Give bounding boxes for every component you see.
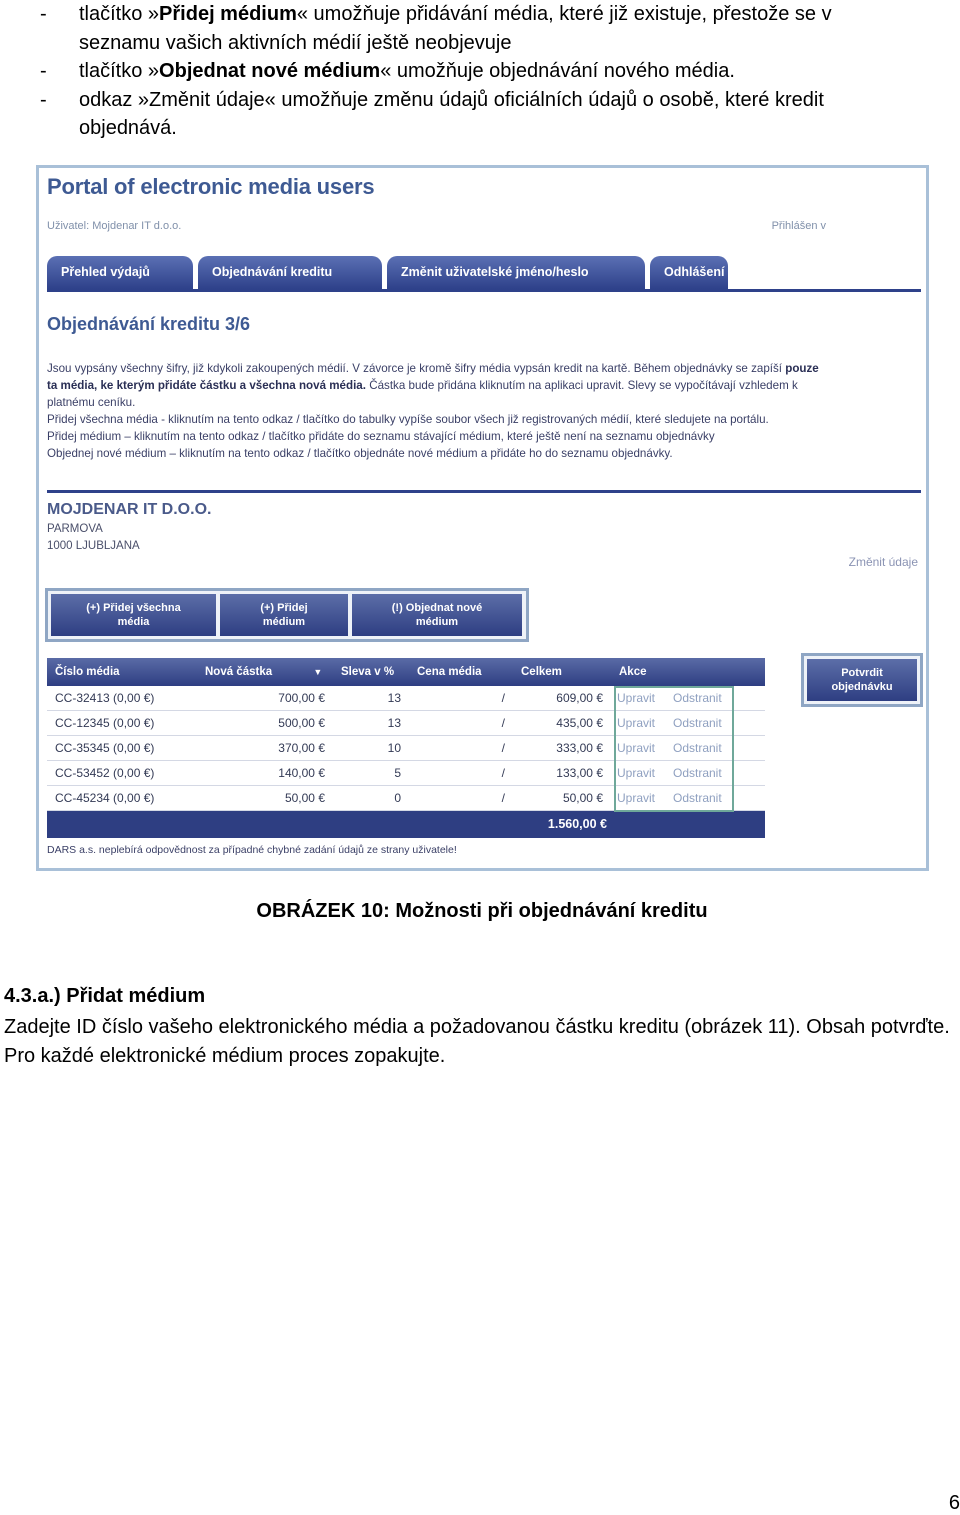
page-number: 6 bbox=[948, 1492, 960, 1514]
edit-link[interactable]: Upravit bbox=[617, 716, 656, 730]
table-cell: 140,00 € bbox=[278, 766, 325, 780]
bullet-item-change-data: - odkaz »Změnit údaje« umožňuje změnu údajů oficiálních údajů o osobě, které kredit objednává. bbox=[40, 86, 940, 143]
table-cell: CC-32413 (0,00 €) bbox=[55, 691, 155, 705]
tab-divider bbox=[47, 289, 921, 292]
table-cell: 13 bbox=[387, 716, 401, 730]
bullet-item-order-new: - tlačítko »Objednat nové médium« umožňuje objednávání nového média. bbox=[40, 57, 940, 86]
table-cell: / bbox=[501, 791, 505, 805]
table-cell: 50,00 € bbox=[284, 791, 325, 805]
remove-link[interactable]: Odstranit bbox=[673, 791, 722, 805]
login-label: Přihlášen v bbox=[771, 220, 826, 232]
table-cell: CC-53452 (0,00 €) bbox=[55, 766, 155, 780]
table-cell: 370,00 € bbox=[278, 741, 325, 755]
table-cell: 0 bbox=[394, 791, 401, 805]
info-line: Objednej nové médium – kliknutím na tento odkaz / tlačítko objednáte nové médium a přidáte ho do seznamu objednávky. bbox=[47, 447, 673, 460]
sort-down-icon: ▼ bbox=[313, 667, 323, 677]
info-line: Přidej médium – kliknutím na tento odkaz / tlačítko přidáte do seznamu stávající médium, které ještě není na seznamu objednávky bbox=[47, 430, 715, 443]
body-paragraph: Zadejte ID číslo vašeho elektronického média a požadovanou částku kreditu (obrázek 11). Obsah potvrďte. Pro každé elektronické médium proces zopakujte. bbox=[4, 1016, 950, 1067]
table-footer bbox=[47, 811, 765, 838]
order-table bbox=[47, 658, 765, 838]
confirm-order-button[interactable]: Potvrdit objednávku bbox=[807, 659, 917, 701]
table-cell: CC-45234 (0,00 €) bbox=[55, 791, 155, 805]
column-header[interactable]: Celkem bbox=[521, 666, 562, 678]
bullet-dash: - bbox=[40, 3, 47, 25]
table-header bbox=[47, 658, 765, 686]
table-cell: 700,00 € bbox=[278, 691, 325, 705]
add-all-media-button[interactable]: (+) Přidej všechna média bbox=[51, 594, 216, 636]
table-cell: / bbox=[501, 741, 505, 755]
column-header: Akce bbox=[619, 666, 647, 678]
bullet-item-add-medium: - tlačítko »Přidej médium« umožňuje přidávání média, které již existuje, přestože se v seznamu vašich aktivních médií ještě neobjevuje bbox=[40, 0, 940, 57]
table-cell: 435,00 € bbox=[556, 716, 603, 730]
table-cell: 609,00 € bbox=[556, 691, 603, 705]
tab-logout[interactable]: Odhlášení bbox=[650, 256, 728, 289]
info-line: platnému ceníku. bbox=[47, 396, 136, 409]
change-data-link[interactable]: Změnit údaje bbox=[848, 555, 918, 569]
column-header[interactable]: Cena média bbox=[417, 666, 482, 678]
column-header[interactable]: Číslo média bbox=[55, 666, 120, 678]
actions-highlight bbox=[614, 686, 734, 812]
remove-link[interactable]: Odstranit bbox=[673, 741, 722, 755]
edit-link[interactable]: Upravit bbox=[617, 691, 656, 705]
tab-expenses[interactable]: Přehled výdajů bbox=[47, 256, 193, 289]
confirm-order-frame bbox=[801, 653, 923, 707]
table-cell: 333,00 € bbox=[556, 741, 603, 755]
info-line: Jsou vypsány všechny šifry, již kdykoli zakoupených médií. V závorce je kromě šifry média vypsán kredit na kartě. Během objednávky se zapíší pouze bbox=[47, 362, 819, 375]
table-cell: 5 bbox=[394, 766, 401, 780]
disclaimer: DARS a.s. neplebírá odpovědnost za případné chybné zadání údajů ze strany uživatele! bbox=[47, 844, 457, 856]
column-header[interactable]: Sleva v % bbox=[341, 666, 395, 678]
info-line: ta média, ke kterým přidáte částku a všechna nová média. Částka bude přidána kliknutím na aplikaci upravit. Slevy se vypočítávají vzhledem k bbox=[47, 379, 798, 392]
table-cell: 500,00 € bbox=[278, 716, 325, 730]
edit-link[interactable]: Upravit bbox=[617, 791, 656, 805]
section-divider bbox=[47, 490, 921, 493]
table-cell: 13 bbox=[387, 691, 401, 705]
bullet-list bbox=[40, 0, 940, 143]
bullet-dash: - bbox=[40, 88, 47, 111]
column-header[interactable]: Nová částka ▼ bbox=[205, 666, 323, 678]
table-cell: 10 bbox=[387, 741, 401, 755]
order-new-medium-button[interactable]: (!) Objednat nové médium bbox=[352, 594, 522, 636]
section-title: Objednávání kreditu 3/6 bbox=[47, 314, 251, 334]
company-city: 1000 LJUBLJANA bbox=[47, 540, 140, 552]
grand-total: 1.560,00 € bbox=[547, 817, 607, 831]
company-street: PARMOVA bbox=[47, 523, 103, 535]
info-text bbox=[47, 360, 923, 462]
user-label: Uživatel: Mojdenar IT d.o.o. bbox=[47, 220, 182, 232]
remove-link[interactable]: Odstranit bbox=[673, 716, 722, 730]
table-cell: CC-35345 (0,00 €) bbox=[55, 741, 155, 755]
remove-link[interactable]: Odstranit bbox=[673, 766, 722, 780]
edit-link[interactable]: Upravit bbox=[617, 741, 656, 755]
portal-title: Portal of electronic media users bbox=[47, 174, 375, 199]
bullet-dash: - bbox=[40, 60, 47, 82]
edit-link[interactable]: Upravit bbox=[617, 766, 656, 780]
portal-screenshot bbox=[36, 165, 929, 871]
table-cell: / bbox=[501, 766, 505, 780]
section-heading: 4.3.a.) Přidat médium bbox=[4, 985, 206, 1007]
add-medium-button[interactable]: (+) Přidej médium bbox=[220, 594, 348, 636]
tab-change-credentials[interactable]: Změnit uživatelské jméno/heslo bbox=[387, 256, 645, 289]
action-button-group bbox=[45, 588, 529, 642]
figure-caption: OBRÁZEK 10: Možnosti při objednávání kreditu bbox=[256, 900, 708, 922]
info-line: Přidej všechna média - kliknutím na tento odkaz / tlačítko do tabulky vypíše soubor všech již registrovaných médií, které sledujete na portálu. bbox=[47, 413, 769, 426]
company-name: MOJDENAR IT D.O.O. bbox=[47, 501, 212, 518]
table-cell: / bbox=[501, 716, 505, 730]
table-cell: 50,00 € bbox=[562, 791, 603, 805]
tab-order-credit[interactable]: Objednávání kreditu bbox=[198, 256, 382, 289]
table-cell: 133,00 € bbox=[556, 766, 603, 780]
remove-link[interactable]: Odstranit bbox=[673, 691, 722, 705]
table-cell: / bbox=[501, 691, 505, 705]
table-cell: CC-12345 (0,00 €) bbox=[55, 716, 155, 730]
